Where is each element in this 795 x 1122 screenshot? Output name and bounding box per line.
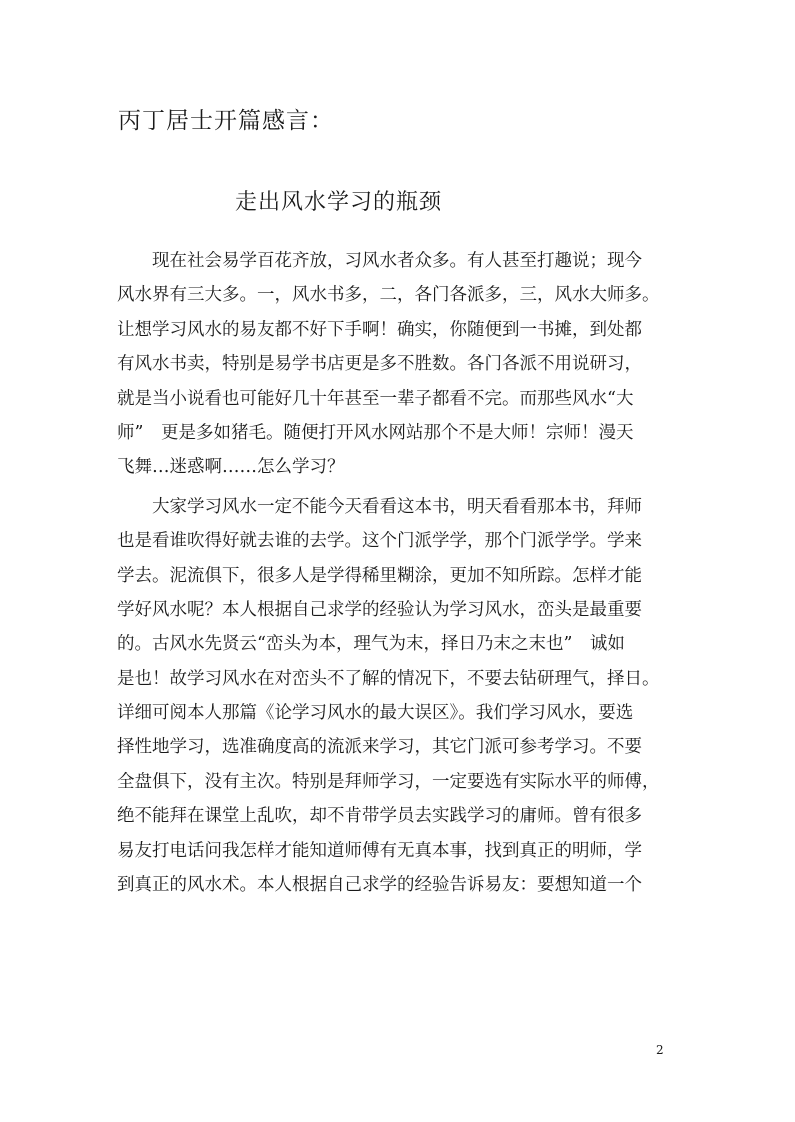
text-line: 让想学习风水的易友都不好下手啊！确实，你随便到一书摊，到处都 (117, 319, 642, 340)
text-line: 现在社会易学百花齐放，习风水者众多。有人甚至打趣说；现今 (117, 251, 642, 271)
section-heading: 丙丁居士开篇感言： (118, 108, 334, 134)
text-line: 到真正的风水术。本人根据自己求学的经验告诉易友：要想知道一个 (117, 875, 642, 896)
page-number: 2 (656, 1043, 664, 1057)
text-line: 绝不能拜在课堂上乱吹，却不肯带学员去实践学习的庸师。曾有很多 (117, 806, 642, 827)
text-line: 易友打电话问我怎样才能知道师傅有无真本事，找到真正的明师，学 (117, 840, 642, 861)
text-line: 飞舞…迷惑啊……怎么学习？ (117, 457, 345, 478)
text-line: 也是看谁吹得好就去谁的去学。这个门派学学，那个门派学学。学来 (117, 531, 642, 552)
text-line: 就是当小说看也可能好几十年甚至一辈子都看不完。而那些风水“大 (117, 388, 634, 409)
text-line: 是也！故学习风水在对峦头不了解的情况下，不要去钻研理气，择日。 (117, 668, 660, 689)
text-line: 全盘俱下，没有主次。特别是拜师学习，一定要选有实际水平的师傅， (117, 771, 660, 792)
text-line: 的。古风水先贤云“峦头为本，理气为末，择日乃末之末也” 诚如 (117, 634, 625, 655)
text-line: 择性地学习，选准确度高的流派来学习，其它门派可参考学习。不要 (117, 737, 642, 758)
paragraph (117, 244, 672, 485)
text-line: 学好风水呢？本人根据自己求学的经验认为学习风水，峦头是最重要 (117, 599, 642, 620)
article-title: 走出风水学习的瓶颈 (235, 190, 443, 215)
article-body (117, 244, 672, 902)
text-line: 风水界有三大多。一，风水书多，二，各门各派多，三，风水大师多。 (117, 285, 660, 306)
text-line: 师” 更是多如猪毛。随便打开风水网站那个不是大师！宗师！漫天 (117, 422, 634, 443)
text-line: 详细可阅本人那篇《论学习风水的最大误区》。我们学习风水，要选 (117, 703, 634, 724)
text-line: 有风水书卖，特别是易学书店更是多不胜数。各门各派不用说研习， (117, 354, 642, 375)
paragraph (117, 490, 672, 903)
text-line: 学去。泥流俱下，很多人是学得稀里糊涂，更加不知所踪。怎样才能 (117, 565, 642, 586)
text-line: 大家学习风水一定不能今天看看这本书，明天看看那本书，拜师 (117, 496, 642, 517)
